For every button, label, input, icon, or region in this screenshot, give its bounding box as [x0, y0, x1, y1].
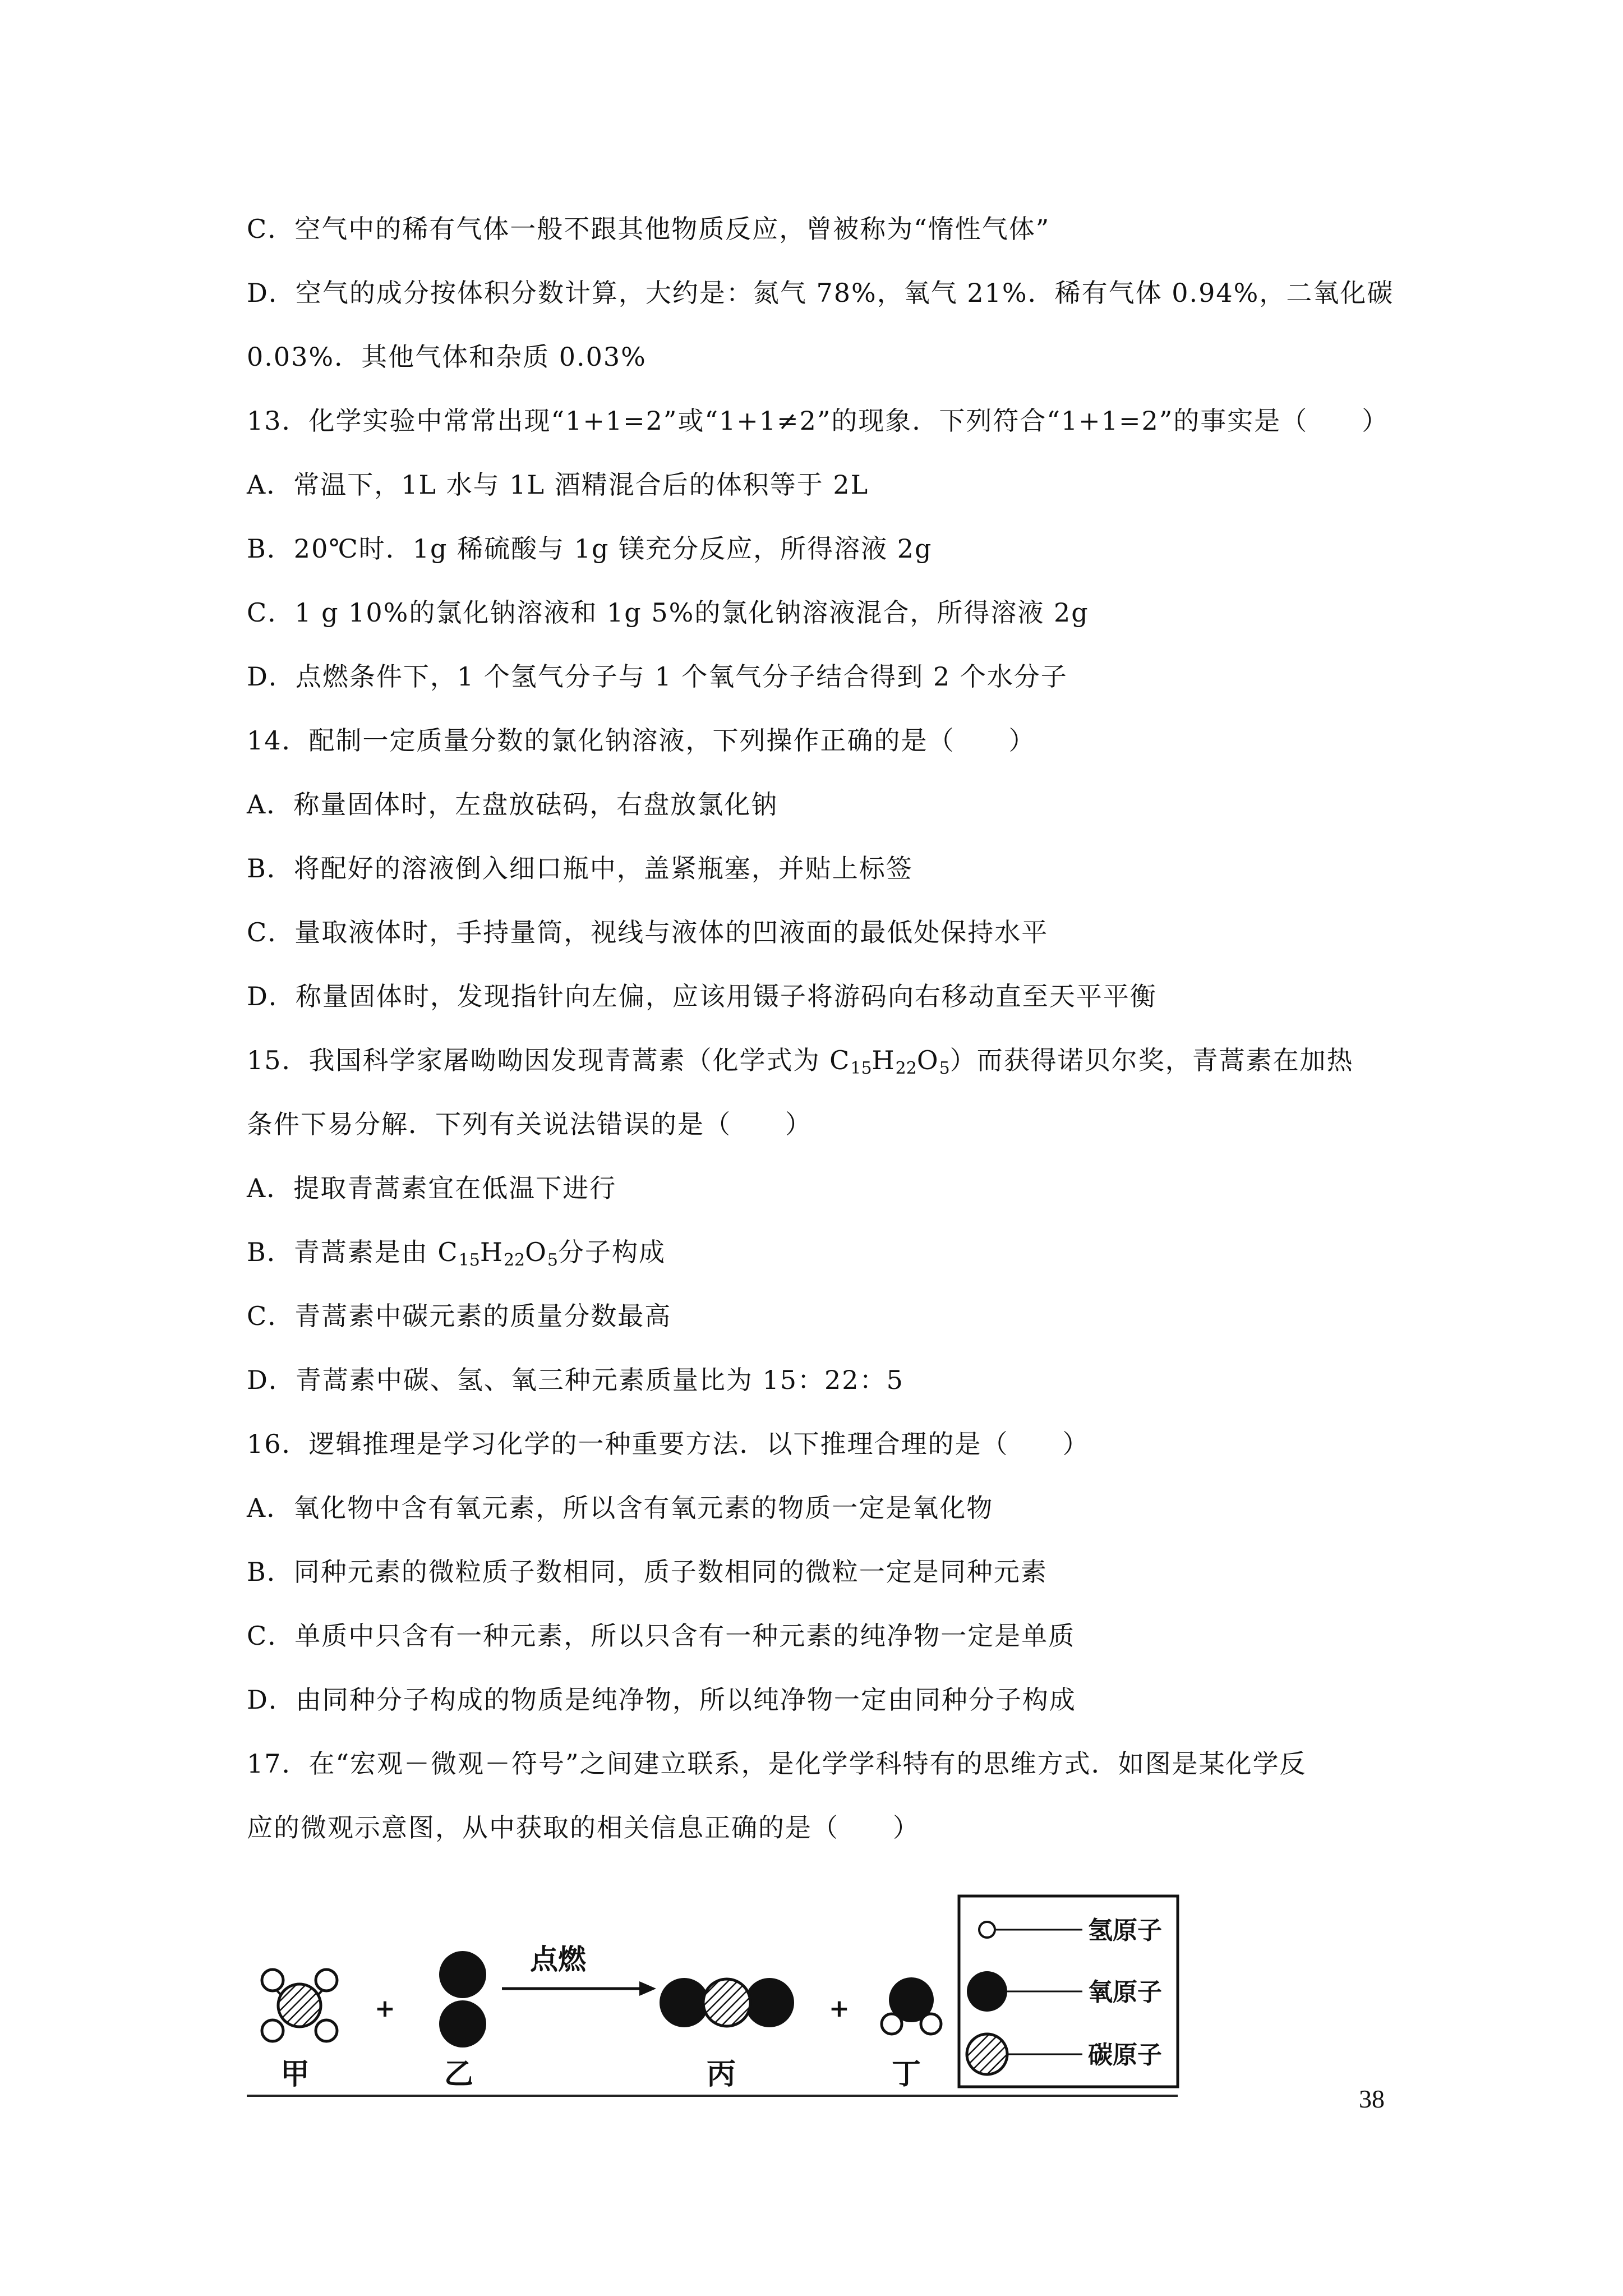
hydrogen-atom — [921, 2014, 941, 2034]
q16-option-b: B．同种元素的微粒质子数相同，质子数相同的微粒一定是同种元素 — [247, 1557, 1048, 1587]
q16-option-a: A．氧化物中含有氧元素，所以含有氧元素的物质一定是氧化物 — [247, 1493, 994, 1523]
label-ding: 丁 — [892, 2058, 921, 2091]
oxygen-atom — [439, 1951, 486, 1998]
legend-hydrogen-label: 氢原子 — [1088, 1916, 1162, 1945]
molecule-yi — [439, 1951, 486, 2047]
plus-sign: + — [829, 1994, 850, 2023]
molecule-bing — [660, 1978, 794, 2027]
arrow-head — [639, 1981, 656, 1996]
plus-sign: + — [375, 1994, 395, 2023]
question-15: 15．我国科学家屠呦呦因发现青蒿素（化学式为 $C_{15}H_{22}O_5$）而获得诺贝尔奖，青蒿素在加热 — [247, 1045, 1354, 1078]
oxygen-atom — [660, 1978, 709, 2027]
question-17-cont: 应的微观示意图，从中获取的相关信息正确的是（ ） — [247, 1812, 920, 1843]
q14-option-c: C．量取液体时，手持量筒，视线与液体的凹液面的最低处保持水平 — [247, 917, 1049, 947]
q15-option-c: C．青蒿素中碳元素的质量分数最高 — [247, 1301, 672, 1331]
option-c-q12: C．空气中的稀有气体一般不跟其他物质反应，曾被称为“惰性气体” — [247, 214, 1050, 244]
q16-option-d: D．由同种分子构成的物质是纯净物，所以纯净物一定由同种分子构成 — [247, 1685, 1076, 1715]
hydrogen-atom — [262, 2020, 283, 2041]
hydrogen-atom — [262, 1970, 283, 1991]
q13-option-a: A．常温下，1L 水与 1L 酒精混合后的体积等于 2L — [247, 470, 869, 500]
q14-option-b: B．将配好的溶液倒入细口瓶中，盖紧瓶塞，并贴上标签 — [247, 853, 913, 884]
oxygen-atom — [439, 2000, 486, 2047]
oxygen-atom — [745, 1978, 794, 2027]
q16-option-c: C．单质中只含有一种元素，所以只含有一种元素的纯净物一定是单质 — [247, 1621, 1076, 1651]
q15-option-d: D．青蒿素中碳、氢、氧三种元素质量比为 15：22：5 — [247, 1365, 904, 1395]
hydrogen-atom — [882, 2014, 902, 2034]
legend — [959, 1896, 1178, 2087]
question-13: 13．化学实验中常常出现“1+1=2”或“1+1≠2”的现象．下列符合“1+1=2”的事实是（ ） — [247, 406, 1389, 436]
q13-option-c: C．1 g 10%的氯化钠溶液和 1g 5%的氯化钠溶液混合，所得溶液 2g — [247, 597, 1089, 628]
label-bing: 丙 — [707, 2058, 736, 2091]
q15-option-b: B．青蒿素是由 $C_{15}H_{22}O_5$分子构成 — [247, 1237, 666, 1270]
hydrogen-atom — [316, 1970, 337, 1991]
legend-carbon-symbol — [967, 2034, 1007, 2074]
page-number: 38 — [1359, 2085, 1385, 2113]
reaction-micro-diagram — [247, 1890, 1189, 2104]
carbon-atom — [278, 1984, 321, 2027]
q15-option-a: A．提取青蒿素宜在低温下进行 — [247, 1173, 617, 1203]
q14-option-d: D．称量固体时，发现指针向左偏，应该用镊子将游码向右移动直至天平平衡 — [247, 981, 1157, 1011]
legend-oxygen-label: 氧原子 — [1088, 1978, 1162, 2007]
legend-carbon-label: 碳原子 — [1088, 2041, 1162, 2069]
molecule-jia — [262, 1970, 337, 2041]
option-d-q12: D．空气的成分按体积分数计算，大约是：氮气 78%，氧气 21%．稀有气体 0.94%，二氧化碳 — [247, 278, 1394, 308]
question-17: 17．在“宏观－微观－符号”之间建立联系，是化学学科特有的思维方式．如图是某化学反 — [247, 1749, 1307, 1779]
carbon-atom — [703, 1979, 750, 2026]
legend-hydrogen-symbol — [979, 1922, 995, 1938]
legend-oxygen-symbol — [967, 1971, 1007, 2012]
label-jia: 甲 — [280, 2058, 310, 2091]
molecule-ding — [882, 1977, 941, 2034]
q13-option-b: B．20℃时．1g 稀硫酸与 1g 镁充分反应，所得溶液 2g — [247, 533, 933, 564]
option-d-q12-cont: 0.03%．其他气体和杂质 0.03% — [247, 342, 647, 372]
reaction-condition: 点燃 — [530, 1943, 586, 1976]
label-yi: 乙 — [444, 2058, 474, 2091]
q13-option-d: D．点燃条件下，1 个氢气分子与 1 个氧气分子结合得到 2 个水分子 — [247, 661, 1068, 692]
question-14: 14．配制一定质量分数的氯化钠溶液，下列操作正确的是（ ） — [247, 725, 1036, 756]
question-16: 16．逻辑推理是学习化学的一种重要方法．以下推理合理的是（ ） — [247, 1429, 1090, 1459]
q14-option-a: A．称量固体时，左盘放砝码，右盘放氯化钠 — [247, 789, 778, 820]
question-15-cont: 条件下易分解．下列有关说法错误的是（ ） — [247, 1109, 812, 1139]
hydrogen-atom — [316, 2020, 337, 2041]
